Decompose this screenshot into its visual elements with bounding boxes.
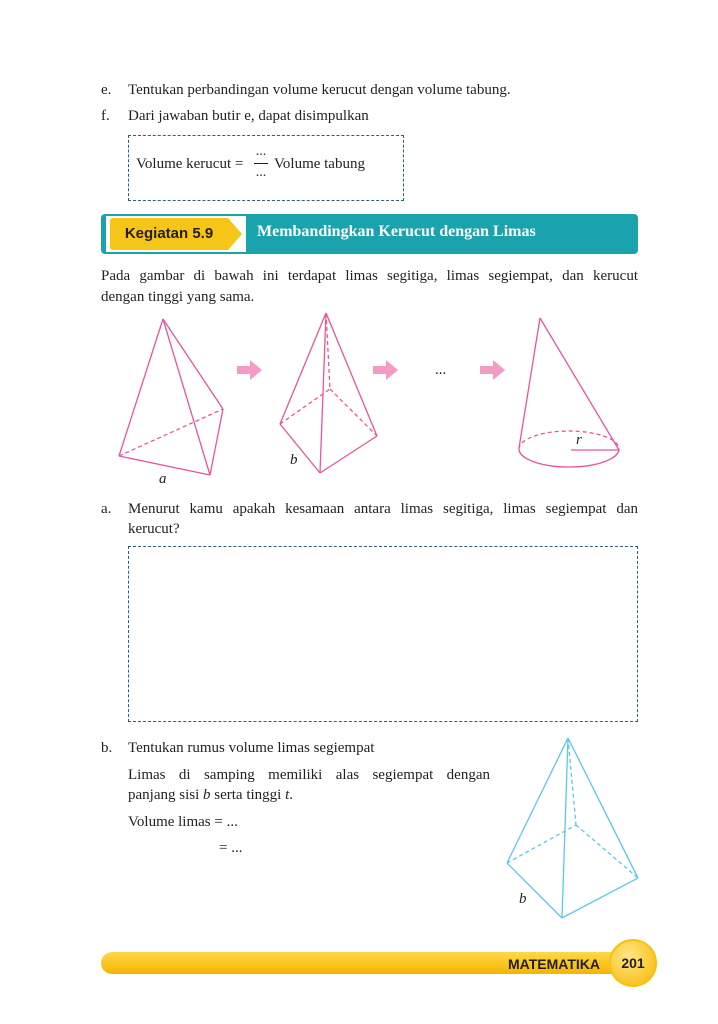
- arrow-right-icon: [237, 360, 262, 380]
- arrow-right-icon: [373, 360, 398, 380]
- page-number: 201: [609, 939, 657, 987]
- question-a-marker: a.: [101, 501, 112, 517]
- activity-tag: Kegiatan 5.9: [110, 218, 228, 250]
- label-b: b: [290, 452, 298, 468]
- item-f-text: Dari jawaban butir e, dapat disimpulkan: [128, 108, 369, 124]
- arrow-right-icon: [480, 360, 505, 380]
- fraction-bar: [254, 163, 268, 164]
- desc-var-b: b: [203, 787, 211, 803]
- question-a-line-2: kerucut?: [128, 521, 180, 537]
- answer-box[interactable]: [128, 546, 638, 722]
- activity-tag-arrow: [228, 218, 242, 250]
- question-b-title: Tentukan rumus volume limas segiempat: [128, 740, 375, 756]
- cone: [519, 318, 619, 467]
- desc-var-t: t: [285, 787, 290, 803]
- formula-left: Volume kerucut =: [136, 156, 244, 172]
- triangular-pyramid: [119, 319, 223, 475]
- question-b-marker: b.: [101, 740, 113, 756]
- intro-line-2: dengan tinggi yang sama.: [101, 289, 255, 305]
- label-r: r: [576, 432, 582, 448]
- volume-line-2: = ...: [219, 840, 243, 856]
- volume-line-1: Volume limas = ...: [128, 814, 238, 830]
- formula-numerator: ...: [255, 144, 267, 159]
- formula-right: Volume tabung: [274, 156, 365, 172]
- desc-text: serta tinggi: [210, 787, 286, 803]
- item-e-text: Tentukan perbandingan volume kerucut dengan volume tabung.: [128, 82, 511, 98]
- square-pyramid: [280, 313, 377, 473]
- item-e-marker: e.: [101, 82, 112, 98]
- question-b-desc-line-2: [128, 785, 293, 805]
- question-a-line-1: Menurut kamu apakah kesamaan antara limas segitiga, limas segiempat dan: [128, 501, 638, 517]
- activity-title: Membandingkan Kerucut dengan Limas: [257, 223, 536, 240]
- intro-line-1: Pada gambar di bawah ini terdapat limas segitiga, limas segiempat, dan kerucut: [101, 268, 638, 284]
- desc-text: .: [289, 787, 293, 803]
- pyramid-label-b: b: [519, 891, 527, 907]
- footer-subject: MATEMATIKA: [507, 956, 600, 972]
- arrows: [237, 360, 505, 380]
- item-f-marker: f.: [101, 108, 110, 124]
- desc-text: panjang sisi: [128, 787, 203, 803]
- label-a: a: [159, 471, 167, 487]
- formula-denominator: ...: [255, 165, 267, 180]
- shapes-figure: [100, 305, 640, 495]
- question-b-desc-line-1: Limas di samping memiliki alas segiempat dengan: [128, 767, 490, 783]
- figure-ellipsis: ...: [435, 362, 447, 378]
